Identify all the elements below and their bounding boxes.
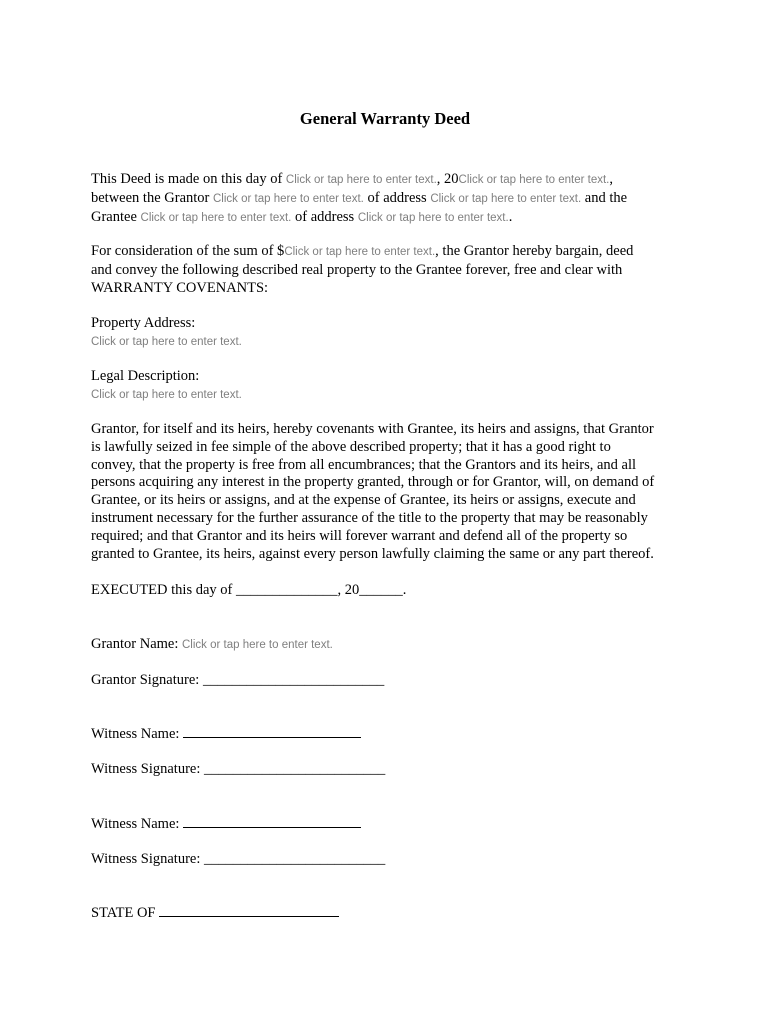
executed-year-blank[interactable]: ______ [359, 582, 403, 598]
grantor-address-field[interactable]: Click or tap here to enter text. [430, 192, 582, 205]
grantee-field[interactable]: Click or tap here to enter text. [140, 211, 292, 224]
witness2-name-line [91, 814, 361, 833]
covenant-line: required; and that Grantor and its heirs will forever warrant and defend all of the property so [91, 527, 628, 544]
witness2-signature-line [91, 850, 385, 868]
covenant-paragraph [91, 421, 711, 563]
consideration-line-1 [91, 243, 691, 262]
executed-day-blank[interactable]: ______________ [235, 582, 338, 598]
intro-text: of address [291, 208, 358, 225]
grantor-name-field[interactable]: Click or tap here to enter text. [182, 639, 333, 651]
property-address-label: Property Address: [91, 315, 196, 331]
covenant-line: instrument necessary for the further assurance of the title to the property that may be reasonably [91, 509, 648, 526]
grantor-signature-line [91, 671, 384, 689]
covenant-line: Grantor, for itself and its heirs, hereby covenants with Grantee, its heirs and assigns, that Grantor [91, 421, 654, 437]
intro-line-3 [91, 209, 691, 228]
witness1-signature-blank[interactable]: _________________________ [203, 761, 386, 777]
intro-line-1 [91, 171, 691, 190]
consideration-paragraph [91, 243, 691, 297]
intro-text: . [508, 208, 513, 225]
executed-text: . [402, 582, 407, 598]
intro-text: Grantee [91, 208, 141, 225]
grantee-address-field[interactable]: Click or tap here to enter text. [357, 211, 509, 224]
covenant-line: Grantee, or its heirs or assigns, and at the expense of Grantee, its heirs or assigns, execute and [91, 492, 636, 509]
sum-field[interactable]: Click or tap here to enter text. [284, 246, 436, 258]
consideration-line-3: WARRANTY COVENANTS: [91, 279, 269, 296]
witness2-signature-label: Witness Signature: [91, 851, 204, 867]
consideration-line-2: and convey the following described real property to the Grantee forever, free and clear with [91, 261, 623, 278]
witness1-signature-line [91, 760, 385, 778]
witness2-signature-blank[interactable]: _________________________ [203, 851, 386, 867]
witness2-name-label: Witness Name: [91, 816, 184, 832]
grantor-signature-blank[interactable]: _________________________ [202, 672, 385, 688]
year-field[interactable]: Click or tap here to enter text. [458, 174, 610, 186]
executed-text: , 20 [337, 582, 360, 598]
executed-line [91, 581, 406, 599]
grantor-signature-label: Grantor Signature: [91, 672, 203, 688]
legal-description-field[interactable]: Click or tap here to enter text. [91, 388, 242, 401]
covenant-line: convey, that the property is free from all encumbrances; that the Grantors and its heirs, and all [91, 456, 637, 473]
consideration-text: For consideration of the sum of $ [91, 243, 285, 259]
day-field[interactable]: Click or tap here to enter text. [285, 174, 437, 186]
intro-paragraph [91, 171, 691, 227]
property-address-field[interactable]: Click or tap here to enter text. [91, 335, 242, 348]
executed-text: EXECUTED this day of [91, 582, 236, 598]
intro-text: between the Grantor [91, 189, 213, 206]
intro-text: , 20 [436, 171, 459, 187]
intro-text: , [609, 171, 614, 187]
state-line [91, 903, 339, 922]
intro-text: This Deed is made on this day of [91, 171, 286, 187]
grantor-field[interactable]: Click or tap here to enter text. [213, 192, 364, 205]
covenant-line: granted to Grantee, its heirs, against every person lawfully claiming the same or any part thereof. [91, 545, 654, 562]
covenant-line: is lawfully seized in fee simple of the above described property; that it has a good right to [91, 438, 611, 455]
property-address-section [91, 315, 691, 352]
intro-text: and the [581, 189, 628, 206]
intro-line-2 [91, 190, 691, 209]
witness1-name-blank[interactable] [183, 724, 361, 738]
state-label: STATE OF [91, 905, 160, 921]
witness1-name-line [91, 724, 361, 743]
legal-description-label: Legal Description: [91, 368, 200, 384]
witness2-name-blank[interactable] [183, 814, 361, 828]
witness1-signature-label: Witness Signature: [91, 761, 204, 777]
intro-text: of address [363, 189, 431, 206]
grantor-name-line [91, 635, 333, 654]
witness1-name-label: Witness Name: [91, 726, 184, 742]
document-title: General Warranty Deed [299, 109, 471, 128]
legal-description-section [91, 368, 691, 405]
covenant-line: persons acquiring any interest in the property granted, through or for Grantor, will, on demand of [91, 474, 655, 491]
state-blank[interactable] [159, 903, 339, 917]
consideration-text: , the Grantor hereby bargain, deed [435, 243, 634, 259]
grantor-name-label: Grantor Name: [91, 636, 182, 652]
